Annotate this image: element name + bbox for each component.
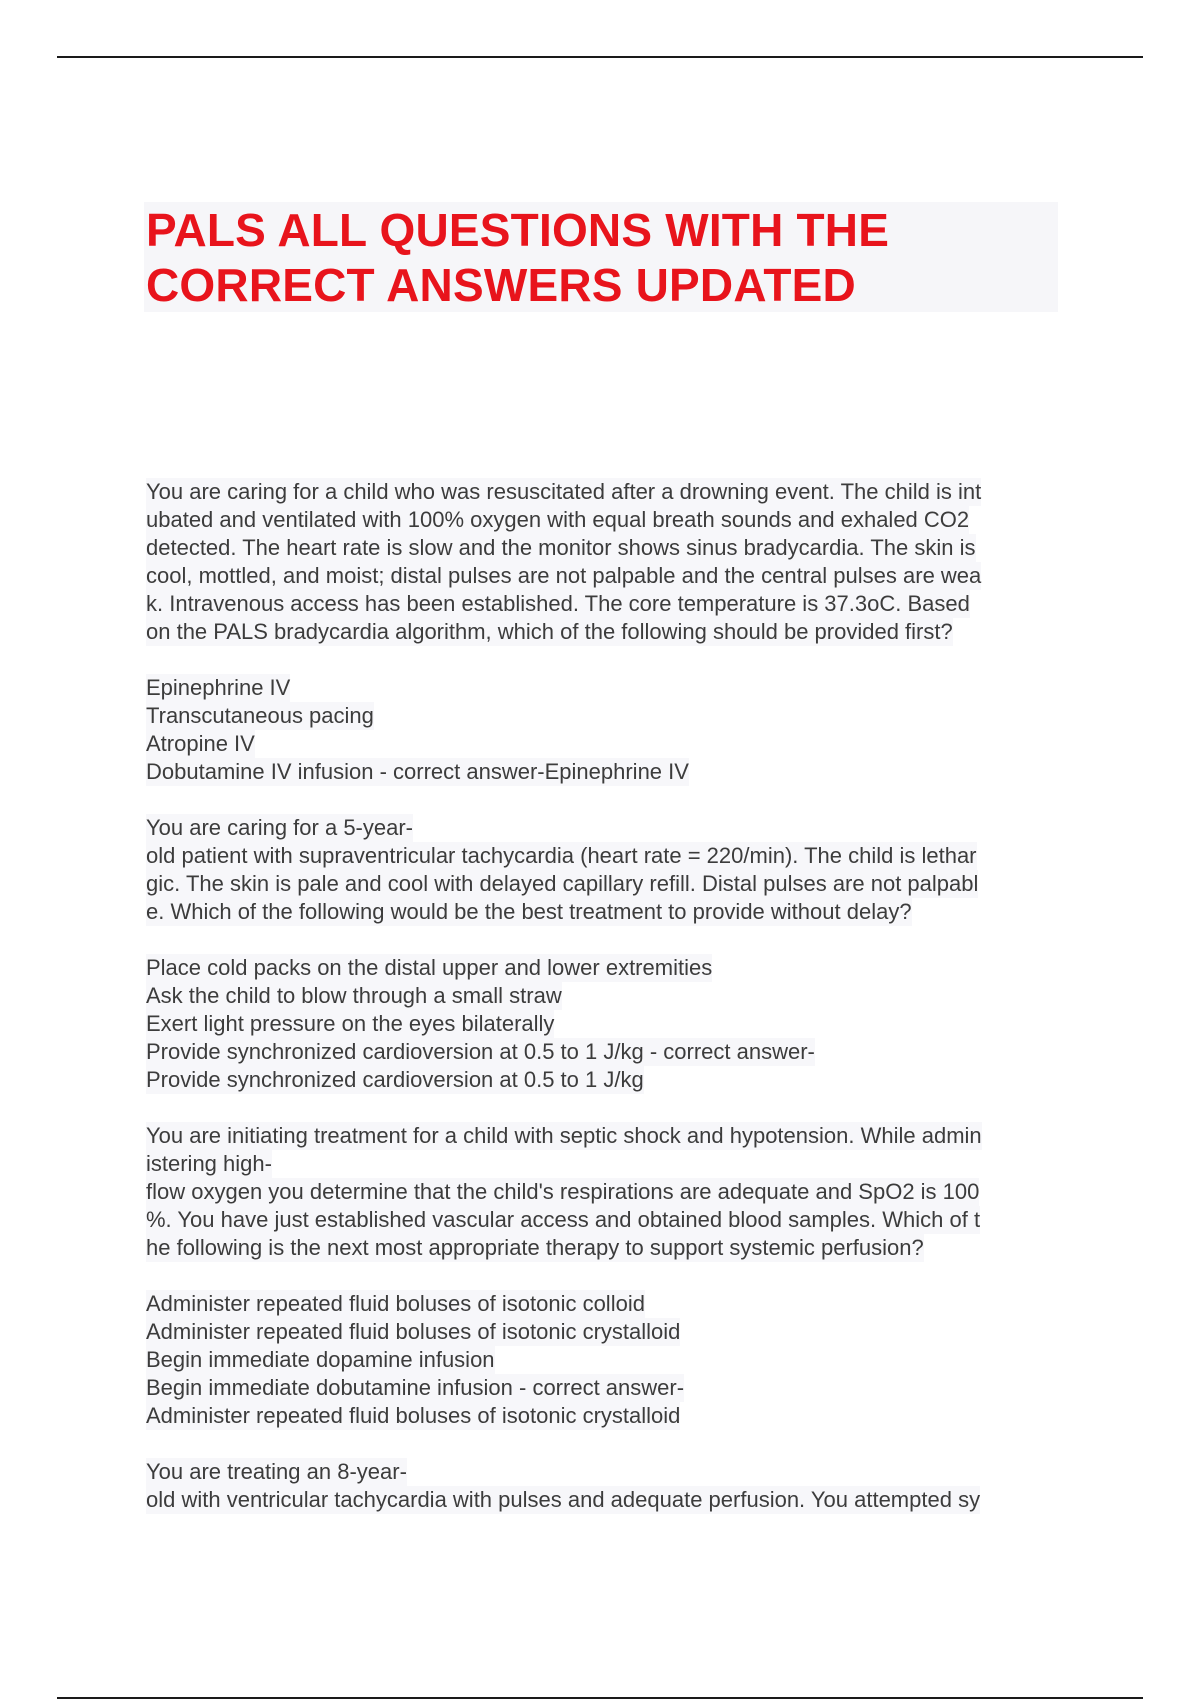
question-3 (146, 1122, 1066, 1262)
text-line: gic. The skin is pale and cool with delayed capillary refill. Distal pulses are not palpabl (146, 871, 979, 896)
question-2 (146, 814, 1066, 926)
answer-options-2 (146, 954, 1066, 1094)
option-line: Place cold packs on the distal upper and lower extremities (146, 955, 713, 980)
bottom-rule (57, 1697, 1143, 1699)
option-line: Transcutaneous pacing (146, 703, 374, 728)
text-line: on the PALS bradycardia algorithm, which of the following should be provided first? (146, 619, 953, 644)
title-line: CORRECT ANSWERS UPDATED (146, 259, 856, 311)
text-line: You are caring for a 5-year- (146, 815, 413, 840)
text-line: detected. The heart rate is slow and the monitor shows sinus bradycardia. The skin is (146, 535, 976, 560)
text-line: You are initiating treatment for a child with septic shock and hypotension. While admin (146, 1123, 982, 1148)
question-1 (146, 478, 1066, 646)
document-title (146, 203, 889, 313)
option-line: Begin immediate dobutamine infusion - correct answer- (146, 1375, 685, 1400)
option-line: Provide synchronized cardioversion at 0.5 to 1 J/kg (146, 1067, 644, 1092)
text-line: k. Intravenous access has been established. The core temperature is 37.3oC. Based (146, 591, 970, 616)
answer-options-1 (146, 674, 1066, 786)
option-line: Ask the child to blow through a small straw (146, 983, 562, 1008)
option-line: Dobutamine IV infusion - correct answer-Epinephrine IV (146, 759, 689, 784)
option-line: Atropine IV (146, 731, 255, 756)
top-rule (57, 56, 1143, 58)
text-line: e. Which of the following would be the best treatment to provide without delay? (146, 899, 912, 924)
text-line: cool, mottled, and moist; distal pulses are not palpable and the central pulses are wea (146, 563, 982, 588)
text-line: flow oxygen you determine that the child's respirations are adequate and SpO2 is 100 (146, 1179, 980, 1204)
option-line: Administer repeated fluid boluses of isotonic crystalloid (146, 1403, 681, 1428)
option-line: Administer repeated fluid boluses of isotonic crystalloid (146, 1319, 681, 1344)
text-line: ubated and ventilated with 100% oxygen with equal breath sounds and exhaled CO2 (146, 507, 970, 532)
question-4 (146, 1458, 1066, 1514)
answer-options-3 (146, 1290, 1066, 1430)
text-line: istering high- (146, 1151, 272, 1176)
option-line: Administer repeated fluid boluses of isotonic colloid (146, 1291, 645, 1316)
option-line: Provide synchronized cardioversion at 0.5 to 1 J/kg - correct answer- (146, 1039, 815, 1064)
text-line: old patient with supraventricular tachycardia (heart rate = 220/min). The child is lethar (146, 843, 977, 868)
document-body (146, 478, 1066, 1542)
option-line: Epinephrine IV (146, 675, 291, 700)
option-line: Begin immediate dopamine infusion (146, 1347, 495, 1372)
title-line: PALS ALL QUESTIONS WITH THE (146, 204, 890, 256)
option-line: Exert light pressure on the eyes bilaterally (146, 1011, 555, 1036)
text-line: old with ventricular tachycardia with pulses and adequate perfusion. You attempted sy (146, 1487, 981, 1512)
text-line: %. You have just established vascular access and obtained blood samples. Which of t (146, 1207, 981, 1232)
text-line: You are caring for a child who was resuscitated after a drowning event. The child is int (146, 479, 982, 504)
text-line: he following is the next most appropriate therapy to support systemic perfusion? (146, 1235, 924, 1260)
text-line: You are treating an 8-year- (146, 1459, 407, 1484)
